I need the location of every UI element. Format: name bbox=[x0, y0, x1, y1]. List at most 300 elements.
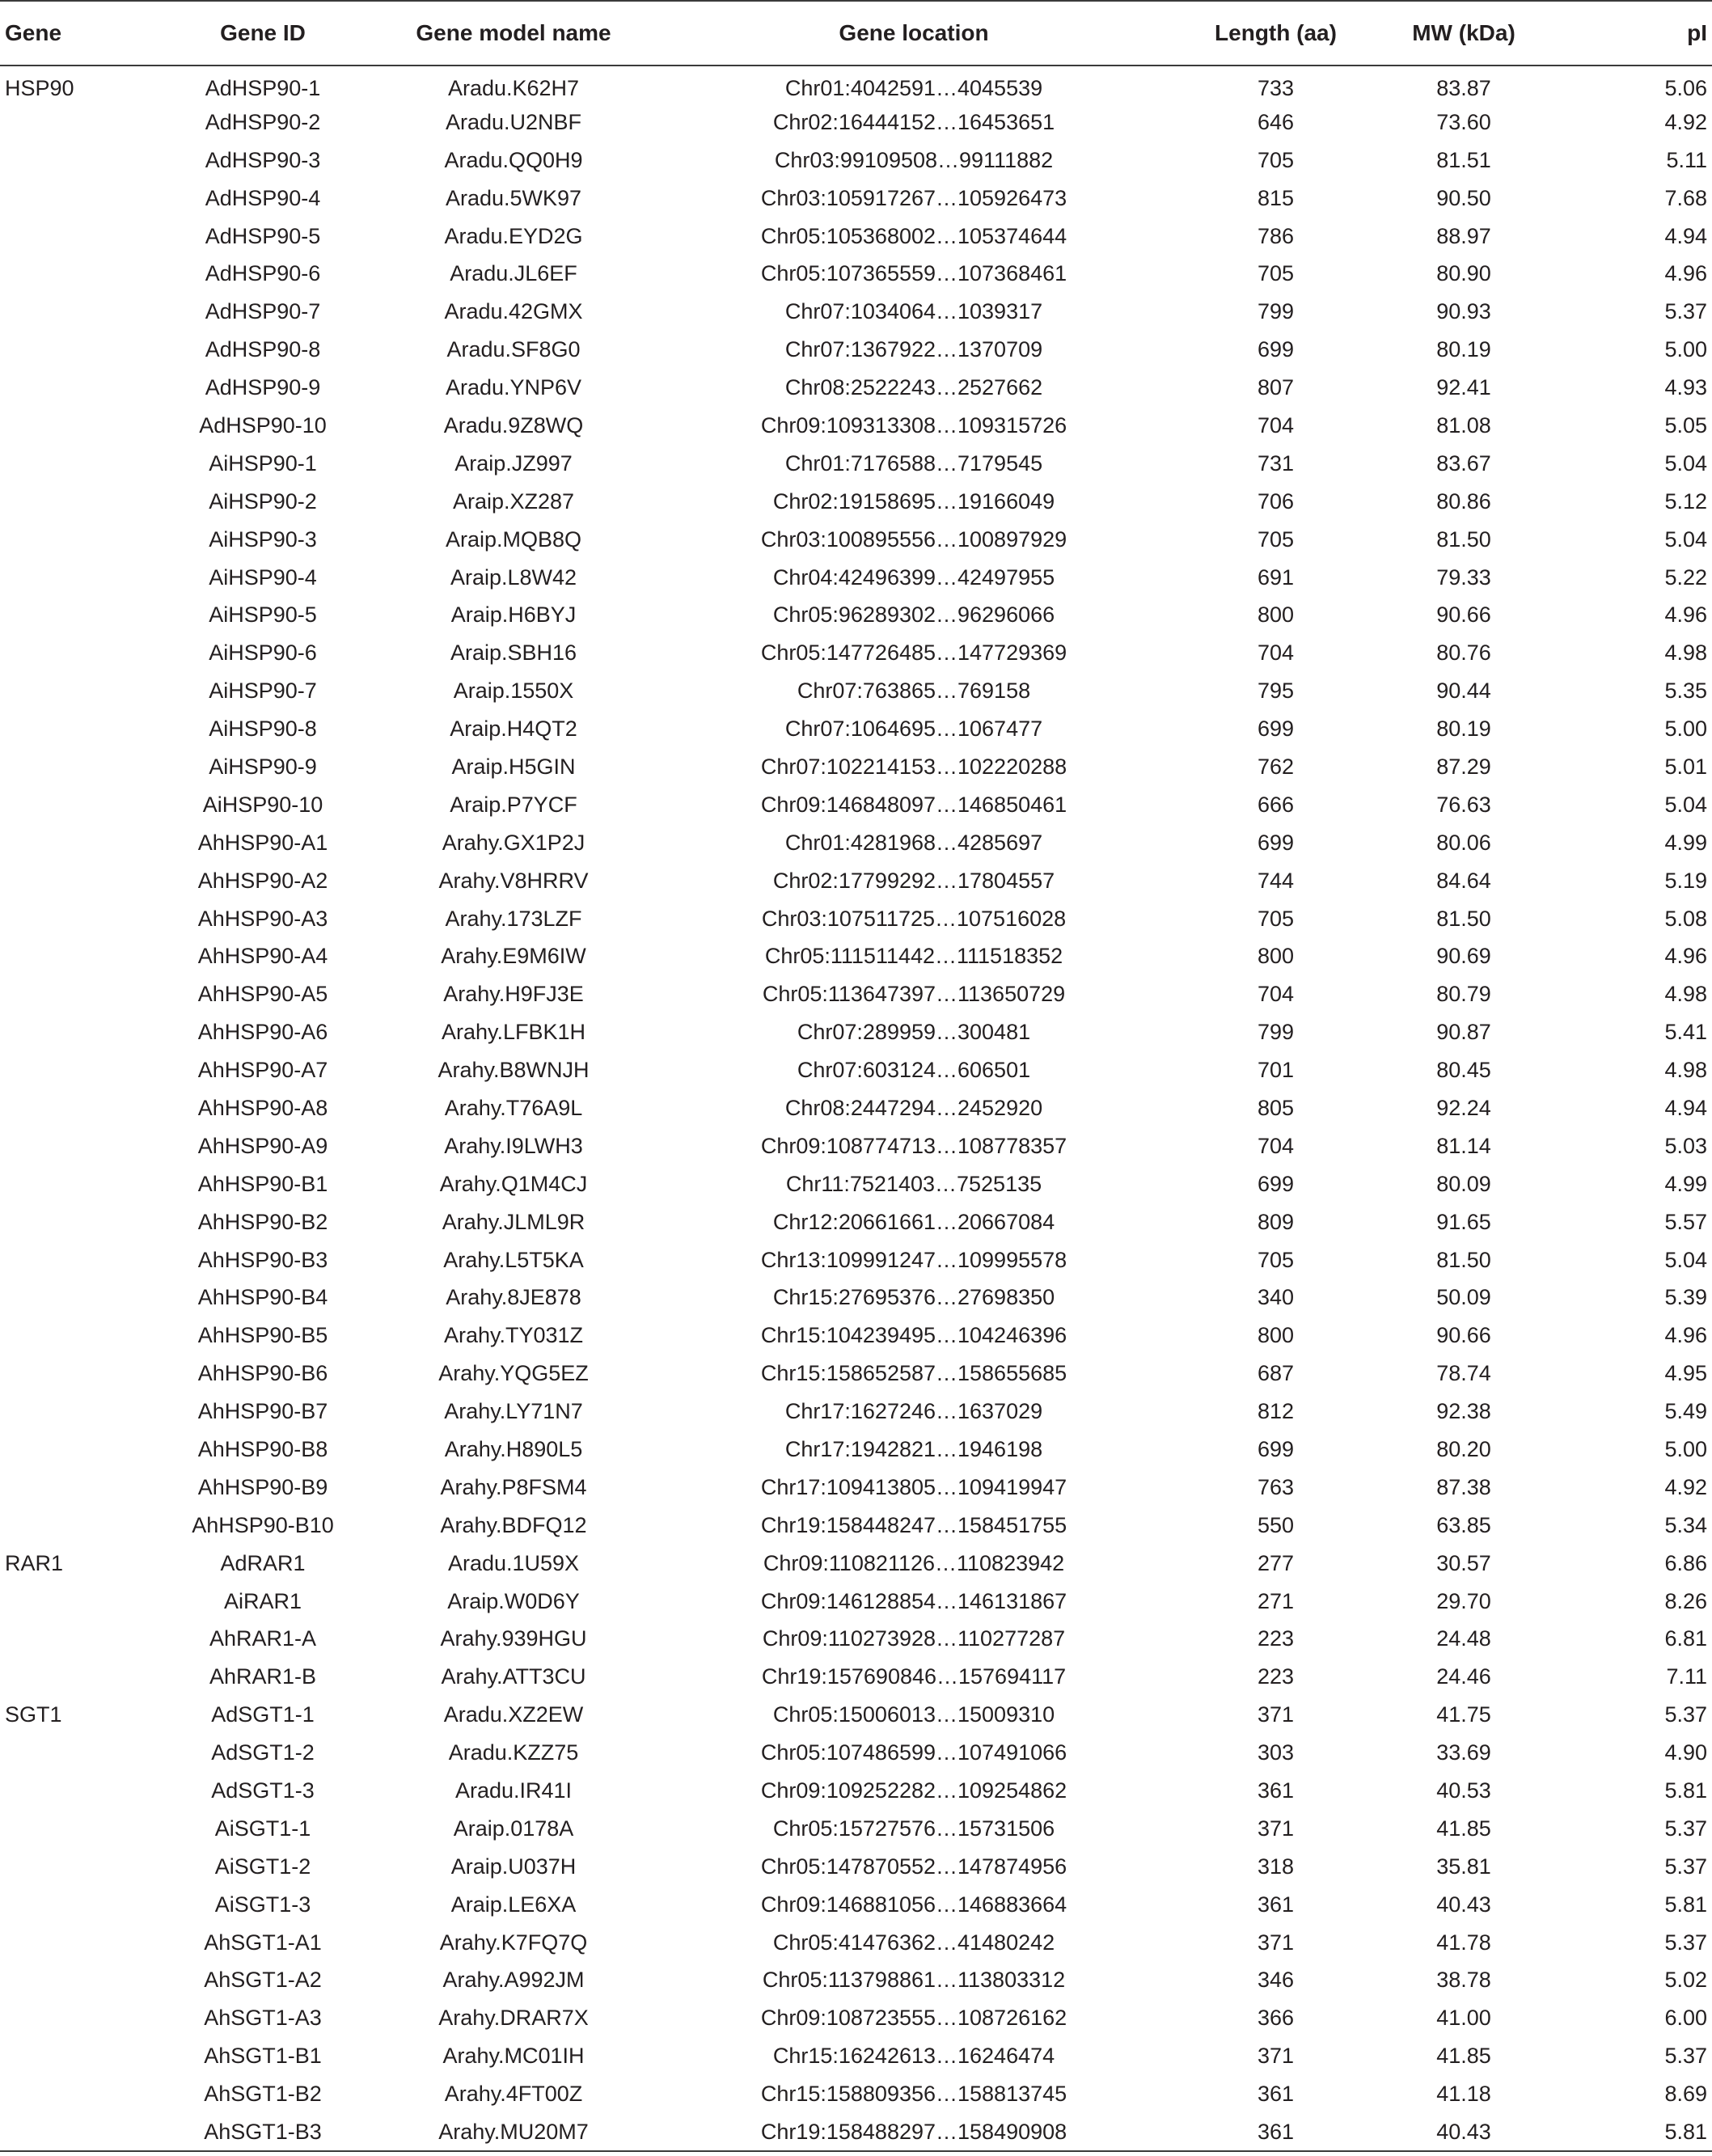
gene-location-cell: Chr13:109991247…109995578 bbox=[760, 1247, 1067, 1272]
mw-cell: 90.66 bbox=[1436, 602, 1491, 628]
gene-model-cell: Aradu.XZ2EW bbox=[443, 1702, 584, 1727]
gene-model-cell: Aradu.JL6EF bbox=[450, 261, 577, 286]
table-row bbox=[0, 369, 1712, 407]
gene-id-cell: AhSGT1-A2 bbox=[204, 1968, 322, 1993]
length-cell: 271 bbox=[1257, 1588, 1295, 1613]
table-row bbox=[0, 1810, 1712, 1848]
pi-cell: 5.11 bbox=[1666, 147, 1707, 172]
gene-model-cell: Arahy.ATT3CU bbox=[441, 1664, 586, 1689]
table-row bbox=[0, 1696, 1712, 1734]
gene-id-cell: AhHSP90-A1 bbox=[197, 830, 328, 855]
gene-family-cell bbox=[0, 1431, 137, 1469]
table-row bbox=[0, 293, 1712, 331]
pi-cell: 4.96 bbox=[1664, 944, 1707, 969]
gene-family-cell bbox=[0, 1165, 137, 1203]
gene-id-cell: AhHSP90-A3 bbox=[197, 906, 328, 931]
pi-cell: 4.99 bbox=[1664, 830, 1707, 855]
length-cell: 318 bbox=[1257, 1854, 1295, 1879]
length-cell: 706 bbox=[1257, 488, 1295, 514]
gene-model-cell: Araip.LE6XA bbox=[450, 1892, 577, 1917]
gene-model-cell: Araip.H5GIN bbox=[451, 754, 576, 779]
gene-family-cell bbox=[0, 1279, 137, 1317]
table-row bbox=[0, 1469, 1712, 1507]
gene-location-cell: Chr05:96289302…96296066 bbox=[772, 602, 1055, 628]
pi-cell: 5.37 bbox=[1664, 1930, 1707, 1955]
gene-location-cell: Chr09:109252282…109254862 bbox=[760, 1778, 1067, 1803]
gene-family-cell bbox=[0, 104, 137, 142]
gene-location-cell: Chr05:113647397…113650729 bbox=[762, 982, 1066, 1007]
gene-family-cell bbox=[0, 596, 137, 634]
gene-id-cell: AiHSP90-3 bbox=[209, 526, 317, 552]
mw-cell: 50.09 bbox=[1436, 1285, 1491, 1310]
table-row bbox=[0, 331, 1712, 369]
gene-model-cell: Araip.H6BYJ bbox=[450, 602, 577, 628]
pi-cell: 4.96 bbox=[1664, 261, 1707, 286]
gene-location-cell: Chr09:110273928…110277287 bbox=[762, 1626, 1066, 1651]
gene-family-cell bbox=[0, 521, 137, 559]
mw-cell: 91.65 bbox=[1436, 1209, 1491, 1234]
table-row bbox=[0, 786, 1712, 824]
table-row bbox=[0, 1165, 1712, 1203]
length-cell: 550 bbox=[1257, 1512, 1295, 1537]
gene-id-cell: AiHSP90-7 bbox=[209, 679, 317, 704]
mw-cell: 40.43 bbox=[1436, 1892, 1491, 1917]
gene-id-cell: AhHSP90-A2 bbox=[197, 868, 328, 893]
gene-id-cell: AiHSP90-6 bbox=[209, 640, 317, 666]
mw-cell: 80.20 bbox=[1436, 1437, 1491, 1461]
header-gene-id: Gene ID bbox=[137, 1, 388, 66]
mw-cell: 80.90 bbox=[1436, 261, 1491, 286]
table-row bbox=[0, 1013, 1712, 1051]
gene-model-cell: Arahy.H9FJ3E bbox=[443, 982, 584, 1007]
gene-family-cell bbox=[0, 445, 137, 483]
pi-cell: 5.35 bbox=[1664, 679, 1707, 704]
pi-cell: 4.90 bbox=[1664, 1740, 1707, 1765]
gene-location-cell: Chr15:158809356…158813745 bbox=[760, 2082, 1067, 2107]
gene-family-cell: HSP90 bbox=[5, 76, 74, 101]
gene-model-cell: Arahy.173LZF bbox=[445, 906, 582, 931]
length-cell: 361 bbox=[1257, 1778, 1295, 1803]
table-row bbox=[0, 218, 1712, 256]
table-row bbox=[0, 1203, 1712, 1241]
gene-model-cell: Arahy.4FT00Z bbox=[444, 2082, 583, 2107]
gene-model-cell: Arahy.V8HRRV bbox=[438, 868, 589, 893]
mw-cell: 30.57 bbox=[1436, 1550, 1491, 1575]
length-cell: 666 bbox=[1257, 792, 1295, 817]
mw-cell: 41.00 bbox=[1436, 2006, 1491, 2031]
length-cell: 786 bbox=[1257, 223, 1295, 248]
length-cell: 809 bbox=[1257, 1209, 1295, 1234]
gene-model-cell: Arahy.YQG5EZ bbox=[438, 1361, 589, 1386]
mw-cell: 83.87 bbox=[1436, 76, 1491, 101]
pi-cell: 5.81 bbox=[1565, 2113, 1712, 2151]
gene-location-cell: Chr03:107511725…107516028 bbox=[761, 906, 1067, 931]
length-cell: 704 bbox=[1257, 640, 1295, 666]
mw-cell: 81.14 bbox=[1436, 1133, 1491, 1158]
header-row bbox=[0, 1, 1712, 66]
pi-cell: 5.00 bbox=[1664, 717, 1707, 742]
length-cell: 699 bbox=[1257, 830, 1295, 855]
mw-cell: 24.46 bbox=[1436, 1664, 1491, 1689]
gene-model-cell: Aradu.SF8G0 bbox=[446, 337, 581, 362]
mw-cell: 80.45 bbox=[1436, 1058, 1491, 1083]
gene-family-cell bbox=[0, 331, 137, 369]
length-cell: 705 bbox=[1257, 147, 1295, 172]
gene-id-cell: AhHSP90-A5 bbox=[197, 982, 328, 1007]
length-cell: 303 bbox=[1257, 1740, 1295, 1765]
table-row bbox=[0, 1355, 1712, 1393]
mw-cell: 79.33 bbox=[1436, 564, 1491, 590]
gene-id-cell: AhHSP90-B5 bbox=[197, 1323, 328, 1348]
mw-cell: 80.79 bbox=[1436, 982, 1491, 1007]
table-row bbox=[0, 1545, 1712, 1583]
gene-model-cell: Aradu.KZZ75 bbox=[448, 1740, 579, 1765]
table-row bbox=[0, 672, 1712, 710]
mw-cell: 90.44 bbox=[1436, 679, 1491, 704]
table-row bbox=[0, 483, 1712, 521]
gene-model-cell: Arahy.JLML9R bbox=[442, 1209, 585, 1234]
length-cell: 699 bbox=[1257, 717, 1295, 742]
mw-cell: 88.97 bbox=[1436, 223, 1491, 248]
length-cell: 800 bbox=[1257, 602, 1295, 628]
gene-location-cell: Chr15:104239495…104246396 bbox=[760, 1323, 1067, 1348]
pi-cell: 5.41 bbox=[1664, 1020, 1707, 1045]
gene-location-cell: Chr05:111511442…111518352 bbox=[764, 944, 1063, 969]
gene-location-cell: Chr09:109313308…109315726 bbox=[760, 412, 1067, 438]
gene-family-cell bbox=[0, 483, 137, 521]
table-row bbox=[0, 445, 1712, 483]
pi-cell: 8.69 bbox=[1664, 2082, 1707, 2107]
table-row bbox=[0, 1658, 1712, 1696]
pi-cell: 5.12 bbox=[1664, 488, 1707, 514]
pi-cell: 5.37 bbox=[1664, 1854, 1707, 1879]
pi-cell: 5.81 bbox=[1664, 1892, 1707, 1917]
gene-id-cell: AhHSP90-B3 bbox=[197, 1247, 328, 1272]
gene-model-cell: Arahy.Q1M4CJ bbox=[439, 1171, 588, 1196]
gene-model-cell: Aradu.IR41I bbox=[454, 1778, 573, 1803]
length-cell: 223 bbox=[1257, 1626, 1295, 1651]
mw-cell: 81.50 bbox=[1436, 1247, 1491, 1272]
table-row bbox=[0, 862, 1712, 900]
pi-cell: 7.68 bbox=[1664, 185, 1707, 210]
gene-model-cell: Arahy.B8WNJH bbox=[438, 1058, 590, 1083]
gene-location-cell: Chr05:107486599…107491066 bbox=[760, 1740, 1067, 1765]
gene-id-cell: AdSGT1-1 bbox=[211, 1702, 315, 1727]
gene-location-cell: Chr09:110821126…110823942 bbox=[763, 1550, 1065, 1575]
table-row bbox=[0, 1431, 1712, 1469]
gene-id-cell: AhHSP90-B2 bbox=[197, 1209, 328, 1234]
pi-cell: 5.03 bbox=[1664, 1133, 1707, 1158]
mw-cell: 90.93 bbox=[1436, 299, 1491, 324]
table-row bbox=[0, 1393, 1712, 1431]
table-row bbox=[0, 1962, 1712, 2000]
gene-location-cell: Chr07:1367922…1370709 bbox=[784, 337, 1043, 362]
gene-location-cell: Chr02:19158695…19166049 bbox=[772, 488, 1055, 514]
table-row bbox=[0, 1127, 1712, 1165]
gene-location-cell: Chr19:157690846…157694117 bbox=[761, 1664, 1067, 1689]
mw-cell: 81.50 bbox=[1436, 906, 1491, 931]
header-mw: MW (kDa) bbox=[1363, 1, 1565, 66]
gene-location-cell: Chr03:100895556…100897929 bbox=[760, 526, 1067, 552]
gene-location-cell: Chr05:147726485…147729369 bbox=[760, 640, 1067, 666]
header-gene-model-name: Gene model name bbox=[388, 1, 639, 66]
gene-location-cell: Chr07:102214153…102220288 bbox=[760, 754, 1067, 779]
pi-cell: 5.37 bbox=[1664, 299, 1707, 324]
gene-family-cell bbox=[0, 1658, 137, 1696]
length-cell: 805 bbox=[1257, 1095, 1295, 1120]
gene-family-cell bbox=[0, 1013, 137, 1051]
mw-cell: 38.78 bbox=[1436, 1968, 1491, 1993]
gene-family-cell bbox=[0, 1583, 137, 1621]
mw-cell: 81.50 bbox=[1436, 526, 1491, 552]
gene-family-cell bbox=[0, 1999, 137, 2037]
pi-cell: 4.98 bbox=[1664, 1058, 1707, 1083]
gene-model-cell: Arahy.E9M6IW bbox=[441, 944, 586, 969]
length-cell: 807 bbox=[1257, 375, 1295, 400]
pi-cell: 4.98 bbox=[1664, 982, 1707, 1007]
table-row bbox=[0, 1051, 1712, 1089]
length-cell: 733 bbox=[1257, 76, 1295, 101]
mw-cell: 80.86 bbox=[1436, 488, 1491, 514]
gene-family-cell bbox=[0, 824, 137, 862]
gene-family-cell bbox=[0, 1507, 137, 1545]
length-cell: 646 bbox=[1257, 109, 1295, 134]
gene-location-cell: Chr03:99109508…99111882 bbox=[774, 147, 1054, 172]
gene-model-cell: Aradu.5WK97 bbox=[445, 185, 582, 210]
length-cell: 699 bbox=[1257, 1437, 1295, 1461]
mw-cell: 92.38 bbox=[1436, 1399, 1491, 1424]
gene-model-cell: Arahy.TY031Z bbox=[443, 1323, 584, 1348]
gene-location-cell: Chr09:108774713…108778357 bbox=[760, 1133, 1067, 1158]
length-cell: 744 bbox=[1257, 868, 1295, 893]
length-cell: 699 bbox=[1257, 337, 1295, 362]
mw-cell: 87.29 bbox=[1436, 754, 1491, 779]
table-row bbox=[0, 407, 1712, 445]
gene-id-cell: AdSGT1-3 bbox=[211, 1778, 315, 1803]
pi-cell: 5.04 bbox=[1664, 450, 1707, 476]
mw-cell: 40.53 bbox=[1436, 1778, 1491, 1803]
gene-id-cell: AiSGT1-1 bbox=[214, 1816, 311, 1841]
gene-location-cell: Chr02:17799292…17804557 bbox=[772, 868, 1055, 893]
pi-cell: 5.19 bbox=[1664, 868, 1707, 893]
gene-location-cell: Chr01:4042591…4045539 bbox=[784, 76, 1043, 101]
gene-id-cell: AiHSP90-2 bbox=[209, 488, 317, 514]
length-cell: 763 bbox=[1257, 1474, 1295, 1499]
gene-model-cell: Arahy.GX1P2J bbox=[442, 830, 585, 855]
mw-cell: 41.18 bbox=[1436, 2082, 1491, 2107]
gene-id-cell: AhHSP90-B1 bbox=[197, 1171, 328, 1196]
gene-id-cell: AhHSP90-B7 bbox=[197, 1399, 328, 1424]
mw-cell: 80.76 bbox=[1436, 640, 1491, 666]
gene-model-cell: Araip.XZ287 bbox=[452, 488, 575, 514]
gene-model-cell: Arahy.H890L5 bbox=[444, 1437, 583, 1461]
gene-id-cell: AdHSP90-7 bbox=[205, 299, 321, 324]
gene-id-cell: AhRAR1-A bbox=[209, 1626, 317, 1651]
length-cell: 366 bbox=[1257, 2006, 1295, 2031]
gene-id-cell: AhHSP90-A7 bbox=[197, 1058, 328, 1083]
gene-location-cell: Chr11:7521403…7525135 bbox=[785, 1171, 1042, 1196]
gene-family-cell bbox=[0, 748, 137, 786]
gene-model-cell: Arahy.939HGU bbox=[440, 1626, 587, 1651]
gene-family-cell bbox=[0, 255, 137, 293]
length-cell: 687 bbox=[1257, 1361, 1295, 1386]
gene-id-cell: AhSGT1-B2 bbox=[204, 2082, 322, 2107]
gene-location-cell: Chr05:41476362…41480242 bbox=[772, 1930, 1055, 1955]
mw-cell: 80.19 bbox=[1436, 717, 1491, 742]
gene-family-cell bbox=[0, 407, 137, 445]
length-cell: 704 bbox=[1257, 412, 1295, 438]
pi-cell: 5.39 bbox=[1664, 1285, 1707, 1310]
pi-cell: 5.08 bbox=[1664, 906, 1707, 931]
length-cell: 361 bbox=[1257, 2082, 1295, 2107]
gene-id-cell: AhSGT1-A1 bbox=[204, 1930, 322, 1955]
gene-model-cell: Araip.1550X bbox=[453, 679, 574, 704]
length-cell: 361 bbox=[1257, 1892, 1295, 1917]
gene-model-cell: Arahy.L5T5KA bbox=[443, 1247, 584, 1272]
mw-cell: 41.85 bbox=[1436, 2044, 1491, 2069]
gene-model-cell: Arahy.BDFQ12 bbox=[440, 1512, 587, 1537]
mw-cell: 73.60 bbox=[1436, 109, 1491, 134]
gene-family-cell bbox=[0, 786, 137, 824]
gene-model-cell: Aradu.U2NBF bbox=[445, 109, 582, 134]
gene-location-cell: Chr07:1064695…1067477 bbox=[784, 717, 1043, 742]
gene-location-cell: Chr08:2522243…2527662 bbox=[784, 375, 1043, 400]
length-cell: 705 bbox=[1257, 526, 1295, 552]
gene-model-cell: Araip.0178A bbox=[453, 1816, 574, 1841]
table-row bbox=[0, 1924, 1712, 1962]
gene-id-cell: AhRAR1-B bbox=[209, 1664, 317, 1689]
length-cell: 371 bbox=[1257, 1702, 1295, 1727]
gene-family-cell bbox=[0, 1734, 137, 1772]
table-row bbox=[0, 2075, 1712, 2113]
gene-model-cell: Arahy.P8FSM4 bbox=[440, 1474, 587, 1499]
gene-id-cell: AiHSP90-10 bbox=[202, 792, 323, 817]
gene-family-cell bbox=[0, 634, 137, 672]
mw-cell: 90.66 bbox=[1436, 1323, 1491, 1348]
table-body bbox=[0, 66, 1712, 2151]
mw-cell: 33.69 bbox=[1436, 1740, 1491, 1765]
gene-location-cell: Chr05:15006013…15009310 bbox=[772, 1702, 1055, 1727]
gene-location-cell: Chr07:1034064…1039317 bbox=[784, 299, 1043, 324]
pi-cell: 5.37 bbox=[1664, 2044, 1707, 2069]
gene-family-cell bbox=[0, 1848, 137, 1886]
table-row bbox=[0, 1089, 1712, 1127]
gene-location-cell: Chr03:105917267…105926473 bbox=[760, 185, 1067, 210]
pi-cell: 5.22 bbox=[1664, 564, 1707, 590]
length-cell: 340 bbox=[1257, 1285, 1295, 1310]
table-row bbox=[0, 748, 1712, 786]
table-row bbox=[0, 1317, 1712, 1355]
gene-model-cell: Araip.L8W42 bbox=[450, 564, 577, 590]
length-cell: 704 bbox=[1257, 1133, 1295, 1158]
table-row bbox=[0, 1734, 1712, 1772]
gene-location-cell: Chr15:158652587…158655685 bbox=[760, 1361, 1067, 1386]
table-row bbox=[0, 937, 1712, 975]
gene-family-cell bbox=[0, 937, 137, 975]
mw-cell: 90.69 bbox=[1436, 944, 1491, 969]
pi-cell: 4.92 bbox=[1664, 109, 1707, 134]
gene-id-cell: AdRAR1 bbox=[220, 1550, 306, 1575]
mw-cell: 90.50 bbox=[1436, 185, 1491, 210]
pi-cell: 5.04 bbox=[1664, 1247, 1707, 1272]
gene-id-cell: AdHSP90-1 bbox=[205, 76, 321, 101]
table-row bbox=[0, 66, 1712, 104]
gene-id-cell: AhHSP90-A9 bbox=[197, 1133, 328, 1158]
gene-id-cell: AhSGT1-B3 bbox=[137, 2113, 388, 2151]
gene-location-cell: Chr05:105368002…105374644 bbox=[760, 223, 1067, 248]
length-cell: 371 bbox=[1257, 1816, 1295, 1841]
length-cell: 705 bbox=[1257, 261, 1295, 286]
table-row bbox=[0, 142, 1712, 180]
length-cell: 691 bbox=[1257, 564, 1295, 590]
length-cell: 799 bbox=[1257, 1020, 1295, 1045]
table-row bbox=[0, 180, 1712, 218]
gene-model-cell: Aradu.QQ0H9 bbox=[444, 147, 583, 172]
gene-family-cell bbox=[0, 2113, 137, 2151]
mw-cell: 80.06 bbox=[1436, 830, 1491, 855]
gene-model-cell: Arahy.LFBK1H bbox=[441, 1020, 586, 1045]
gene-model-cell: Araip.H4QT2 bbox=[450, 717, 577, 742]
length-cell: 815 bbox=[1257, 185, 1295, 210]
gene-model-cell: Arahy.K7FQ7Q bbox=[439, 1930, 588, 1955]
mw-cell: 84.64 bbox=[1436, 868, 1491, 893]
gene-location-cell: Chr09:146848097…146850461 bbox=[760, 792, 1067, 817]
table-row bbox=[0, 900, 1712, 938]
pi-cell: 5.00 bbox=[1664, 1437, 1707, 1461]
pi-cell: 5.05 bbox=[1664, 412, 1707, 438]
gene-id-cell: AhHSP90-A6 bbox=[197, 1020, 328, 1045]
gene-model-cell: Arahy.I9LWH3 bbox=[444, 1133, 583, 1158]
gene-id-cell: AhHSP90-B4 bbox=[197, 1285, 328, 1310]
header-gene-location: Gene location bbox=[639, 1, 1189, 66]
gene-id-cell: AhHSP90-A8 bbox=[197, 1095, 328, 1120]
gene-location-cell: Chr07:289959…300481 bbox=[797, 1020, 1031, 1045]
length-cell: 346 bbox=[1257, 1968, 1295, 1993]
pi-cell: 5.01 bbox=[1664, 754, 1707, 779]
length-cell: 812 bbox=[1257, 1399, 1295, 1424]
gene-family-cell bbox=[0, 1772, 137, 1810]
pi-cell: 4.93 bbox=[1664, 375, 1707, 400]
mw-cell: 29.70 bbox=[1436, 1588, 1491, 1613]
length-cell: 223 bbox=[1257, 1664, 1295, 1689]
gene-location-cell: Chr17:1627246…1637029 bbox=[784, 1399, 1043, 1424]
gene-id-cell: AiHSP90-9 bbox=[209, 754, 317, 779]
mw-cell: 80.19 bbox=[1436, 337, 1491, 362]
gene-location-cell: Chr01:4281968…4285697 bbox=[784, 830, 1043, 855]
gene-family-cell bbox=[0, 710, 137, 748]
gene-location-cell: Chr17:1942821…1946198 bbox=[784, 1437, 1043, 1461]
table-row bbox=[0, 1772, 1712, 1810]
length-cell: 277 bbox=[1257, 1550, 1295, 1575]
gene-id-cell: AhHSP90-B10 bbox=[192, 1512, 334, 1537]
gene-id-cell: AiHSP90-1 bbox=[209, 450, 317, 476]
gene-family-cell bbox=[0, 1393, 137, 1431]
mw-cell: 35.81 bbox=[1436, 1854, 1491, 1879]
gene-id-cell: AdHSP90-3 bbox=[205, 147, 321, 172]
gene-family-cell bbox=[0, 1469, 137, 1507]
gene-model-cell: Arahy.MU20M7 bbox=[388, 2113, 639, 2151]
gene-family-cell bbox=[0, 1621, 137, 1659]
gene-location-cell: Chr04:42496399…42497955 bbox=[772, 564, 1055, 590]
length-cell: 800 bbox=[1257, 944, 1295, 969]
header-gene: Gene bbox=[0, 1, 137, 66]
pi-cell: 6.00 bbox=[1664, 2006, 1707, 2031]
gene-location-cell: Chr01:7176588…7179545 bbox=[784, 450, 1043, 476]
gene-family-cell bbox=[0, 1089, 137, 1127]
gene-id-cell: AdHSP90-8 bbox=[205, 337, 321, 362]
table-row bbox=[0, 1621, 1712, 1659]
gene-family-cell bbox=[0, 862, 137, 900]
